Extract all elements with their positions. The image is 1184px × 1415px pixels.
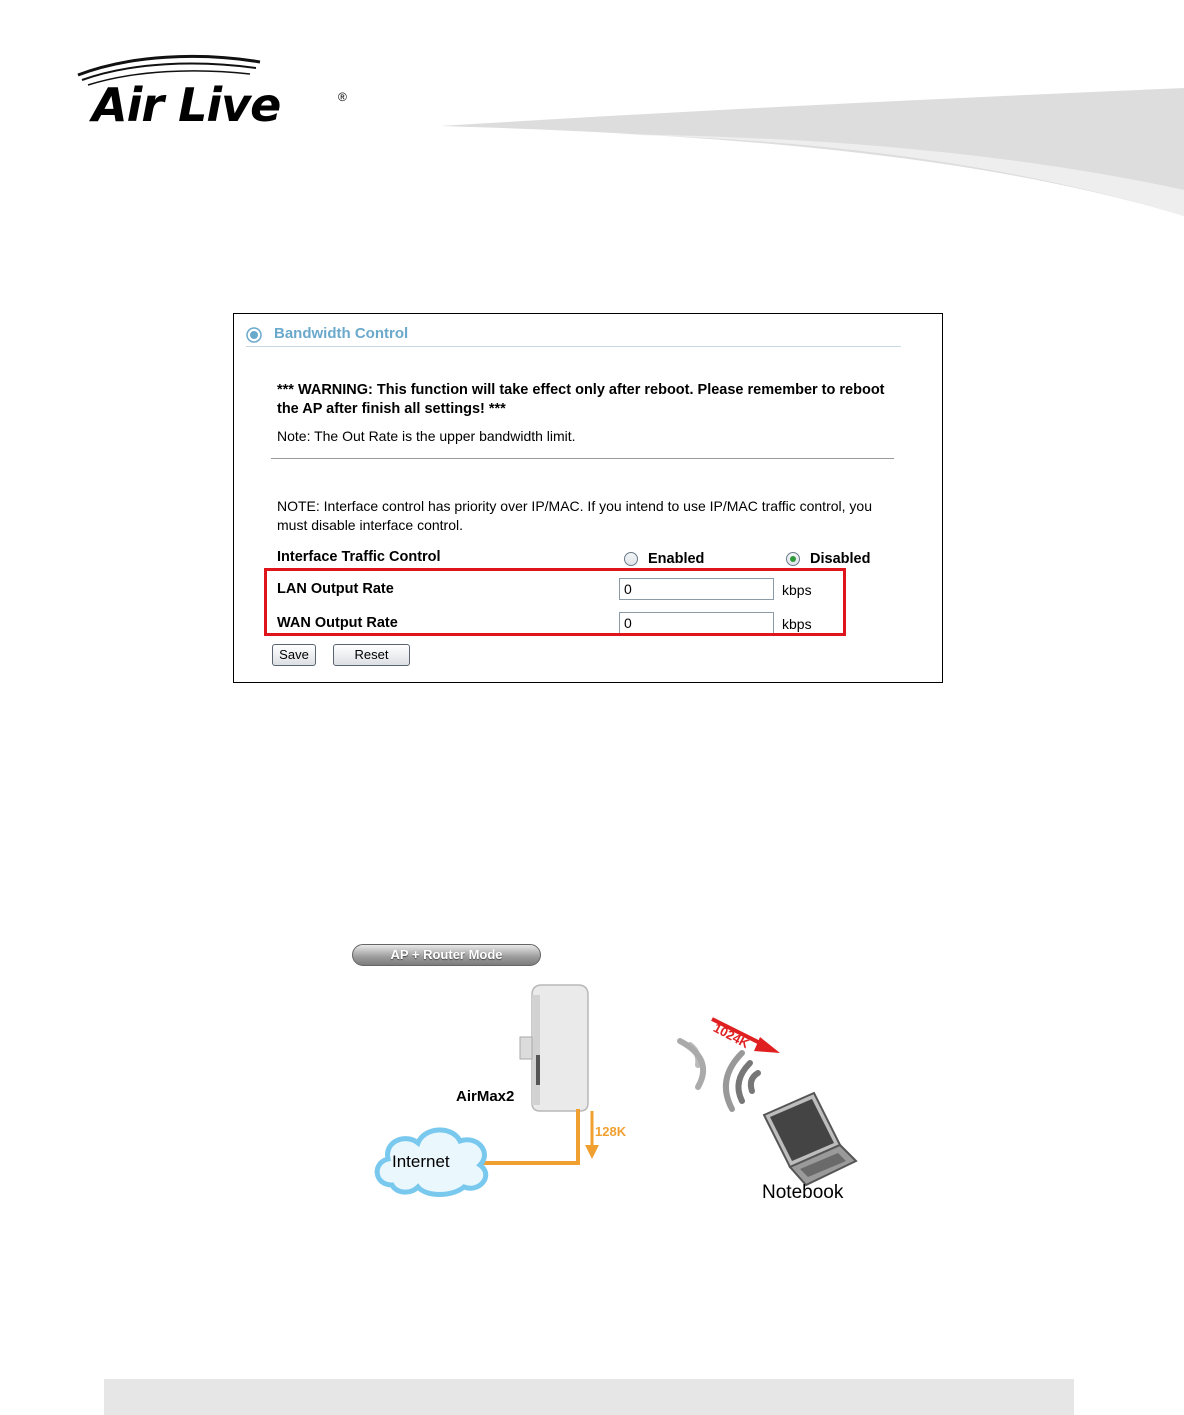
access-point-icon	[520, 985, 588, 1111]
interface-note-line2: must disable interface control.	[277, 517, 463, 533]
panel-header	[246, 324, 901, 347]
panel-title: Bandwidth Control	[274, 325, 409, 342]
disabled-radio[interactable]	[786, 552, 800, 566]
disabled-radio-option[interactable]	[786, 551, 870, 567]
laptop-icon	[764, 1093, 856, 1185]
target-icon	[246, 327, 262, 343]
logo-wordmark: Air Live	[92, 78, 281, 132]
reset-button[interactable]: Reset	[333, 644, 410, 666]
wired-connection-line	[480, 1109, 578, 1163]
wan-output-rate-unit: kbps	[782, 616, 812, 632]
enabled-radio-option[interactable]	[624, 551, 704, 567]
registered-mark: ®	[338, 90, 347, 104]
interface-note-line1: NOTE: Interface control has priority over IP/MAC. If you intend to use IP/MAC traffic control, you	[277, 498, 872, 514]
bandwidth-control-panel	[233, 313, 943, 683]
network-diagram	[360, 975, 880, 1215]
wan-output-rate-label: WAN Output Rate	[277, 615, 398, 631]
enabled-radio-label: Enabled	[648, 551, 705, 567]
lan-output-rate-label: LAN Output Rate	[277, 581, 394, 597]
warning-text-line1: *** WARNING: This function will take effect only after reboot. Please remember to reboot	[277, 382, 885, 398]
device-label: AirMax2	[456, 1088, 515, 1105]
footer-bar	[104, 1379, 1074, 1415]
disabled-radio-label: Disabled	[810, 551, 871, 567]
warning-text-line2: the AP after finish all settings! ***	[277, 401, 506, 417]
wireless-waves-icon	[680, 1041, 758, 1109]
enabled-radio[interactable]	[624, 552, 638, 566]
out-rate-note: Note: The Out Rate is the upper bandwidth limit.	[277, 428, 576, 444]
wired-rate-label: 128K	[595, 1124, 627, 1139]
airlive-logo	[70, 50, 360, 140]
lan-output-rate-unit: kbps	[782, 582, 812, 598]
output-rate-highlight-box	[264, 568, 846, 636]
interface-traffic-control-label: Interface Traffic Control	[277, 549, 441, 565]
notebook-label: Notebook	[762, 1182, 844, 1203]
internet-label: Internet	[392, 1152, 450, 1171]
wireless-rate-label: 1024K	[710, 1020, 752, 1052]
divider	[271, 458, 894, 459]
save-button[interactable]: Save	[272, 644, 316, 666]
mode-label-pill: AP + Router Mode	[352, 944, 541, 966]
